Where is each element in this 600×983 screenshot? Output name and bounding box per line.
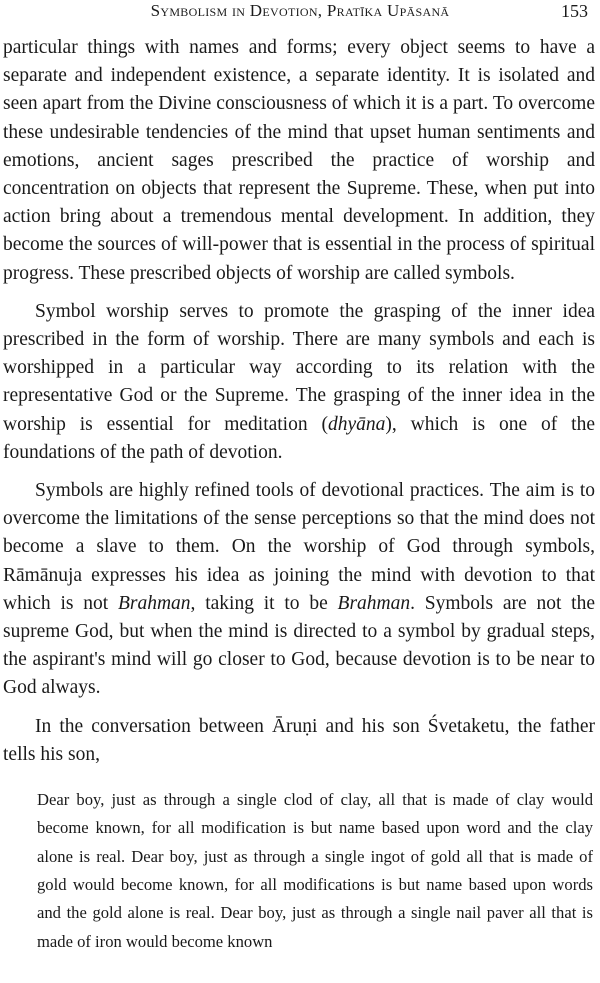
paragraph-2-text-before: Symbol worship serves to promote the grasping of the inner idea prescribed in the form of worship. There are many symbols and each is worshipped in a particular way according to its relation with the representative God or the Supreme. The grasping of the inner idea in the worship is essential for meditation ( xyxy=(3,300,595,435)
paragraph-3-text-after: . Symbols are not the supreme God, but when the mind is directed to a symbol by gradual steps, the aspirant's mind will go closer to God, because devotion is to be near to God always. xyxy=(3,592,595,699)
paragraph-3-text-before: Symbols are highly refined tools of devotional practices. The aim is to overcome the limitations of the sense perceptions so that the mind does not become a slave to them. On the worship of God through symbols, Rāmānuja expresses his idea as joining the mind with devotion to that which is not xyxy=(3,480,595,614)
paragraph-3 xyxy=(3,477,595,703)
paragraph-2-text-after: ), which is one of the foundations of the path of devotion. xyxy=(3,413,595,463)
block-quote: Dear boy, just as through a single clod of clay, all that is made of clay would become known, for all modification is but name based upon word and the clay alone is real. Dear boy, just as through a single ingot of gold all that is made of gold would become known, for all modifications is but name based upon words and the gold alone is real. Dear boy, just as through a single nail paver all that is made of iron would become known xyxy=(37,790,593,951)
italic-term-dhyana: dhyāna xyxy=(327,413,386,435)
body-text xyxy=(3,34,595,956)
italic-term-brahman-1: Brahman xyxy=(117,592,191,614)
running-head: Symbolism in Devotion, Pratīka Upāsanā xyxy=(150,1,450,20)
page-number: 153 xyxy=(561,1,588,21)
paragraph-1: particular things with names and forms; every object seems to have a separate and independent existence, a separate identity. It is isolated and seen apart from the Divine consciousness of which it is a part. To overcome these undesirable tendencies of the mind that upset human sentiments and emotions, ancient sages prescribed the practice of worship and concentration on objects that represent the Supreme. These, when put into action bring about a tremendous mental development. In addition, they become the sources of will-power that is essential in the process of spiritual progress. These prescribed objects of worship are called symbols. xyxy=(3,37,595,284)
paragraph-3-text-middle: , taking it to be xyxy=(190,592,338,614)
paragraph-2 xyxy=(3,298,595,467)
paragraph-4: In the conversation between Āruṇi and his son Śvetaketu, the father tells his son, xyxy=(3,715,595,765)
italic-term-brahman-2: Brahman xyxy=(337,592,411,614)
page-header xyxy=(0,0,600,36)
